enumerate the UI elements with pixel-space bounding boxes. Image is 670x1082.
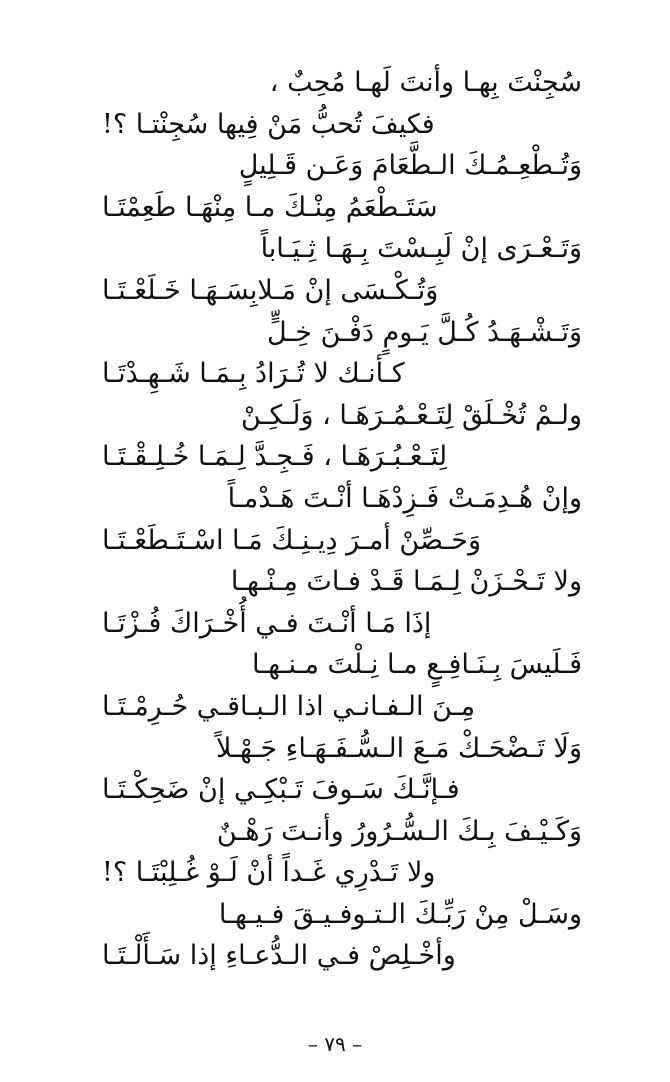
verse-9-second-hemistich: فـإنَّـكَ سَـوفَ تَـبْكِـي إنْ ضَحِكْـتَـا xyxy=(102,774,460,806)
verse-3-second-hemistich: وَتُـكْـسَى إنْ مَـلابِسَـهَـا خَـلَعْـتَـا xyxy=(102,274,439,306)
verse-5-second-hemistich: لِتَـعْـبُـرَهَـا ، فَـجِـدَّ لِـمَـا خُـلِـقْـتَـا xyxy=(102,441,448,473)
verse-8-second-hemistich: مِـنَ الـفـانـي اذا الـبـاقـي حُـرِمْـتَـا xyxy=(102,690,476,722)
verse-1-second-hemistich: فكيفَ تُحبُّ مَنْ فِيها سُجِنْتـا ؟! xyxy=(102,108,435,140)
verse-7-second-hemistich: إذَا مَـا أنْـتَ فـي أُخْـرَاكَ فُـزْتَـا xyxy=(102,607,432,639)
verse-6-second-hemistich: وَحَـصِّنْ أمـرَ دِيـنِـكَ مَـا اسْـتَـطَعْـتَـا xyxy=(102,524,482,556)
verse-1-first-hemistich: سُجِنْتَ بِهـا وأنتَ لَهـا مُحِبٌ ، xyxy=(269,67,582,98)
verse-8-first-hemistich: فَـلَيسَ بِـنَـافِـعٍ مـا نِـلْتَ مـنـهـا xyxy=(251,649,582,681)
poem xyxy=(80,62,590,977)
verse-11-first-hemistich: وسَـلْ مِنْ رَبِّـكَ الـتـوفـيـقَ فـيـهـا xyxy=(218,898,582,930)
verse-4-second-hemistich: كـأنـك لا تُـرَادُ بِـمَـا شَـهِـدْتَـا xyxy=(102,358,405,390)
verse-9-first-hemistich: وَلَا تَـضْحَـكْ مَـعَ الـسُّـفَـهَـاءِ جَـهْـلاً xyxy=(216,732,582,764)
verse-2-second-hemistich: سَتَـطْعَمُ مِنْـكَ مـا مِنْهَـا طَعِمْتَـا xyxy=(102,191,438,223)
page-number: – ٧٩ – xyxy=(307,1032,363,1056)
verse-10-second-hemistich: ولا تَـدْرِي غَـداً أنْ لَـوْ غُـلِبْتَـا ؟! xyxy=(102,857,436,889)
verse-10-first-hemistich: وَكَـيْـفَ بِـكَ الـسُّـرُورُ وأنـتَ رَهْـنٌ xyxy=(216,815,582,847)
verse-4-first-hemistich: وَتَـشْـهَـدُ كُـلَّ يَـومٍ دَفْـنَ خِـلٍّ xyxy=(266,316,582,348)
verse-2-first-hemistich: وَتُـطْعِـمُـكَ الـطَّعَامَ وَعَـن قَـلِيلٍ xyxy=(238,150,582,182)
verse-7-first-hemistich: ولا تَـحْـزَنْ لِـمَـا قَـدْ فـاتَ مِـنْـهـا xyxy=(230,566,582,598)
verse-5-first-hemistich: ولـمْ تُخْـلَقْ لِتَـعْـمُـرَهَـا ، وَلَـكِـنْ xyxy=(240,399,582,431)
verse-6-first-hemistich: وإنْ هُـدِمَـتْ فَـزِدْهَـا أنْـتَ هَـدْمـاً xyxy=(227,482,582,514)
verse-3-first-hemistich: وَتَـعْـرَى إنْ لَبِـسْتَ بِـهَـا ثِـيَـاباً xyxy=(260,233,582,265)
verse-11-second-hemistich: وأخْـلِصْ فـي الـدُّعـاءِ إذا سَـأَلْـتَـا xyxy=(102,940,456,972)
